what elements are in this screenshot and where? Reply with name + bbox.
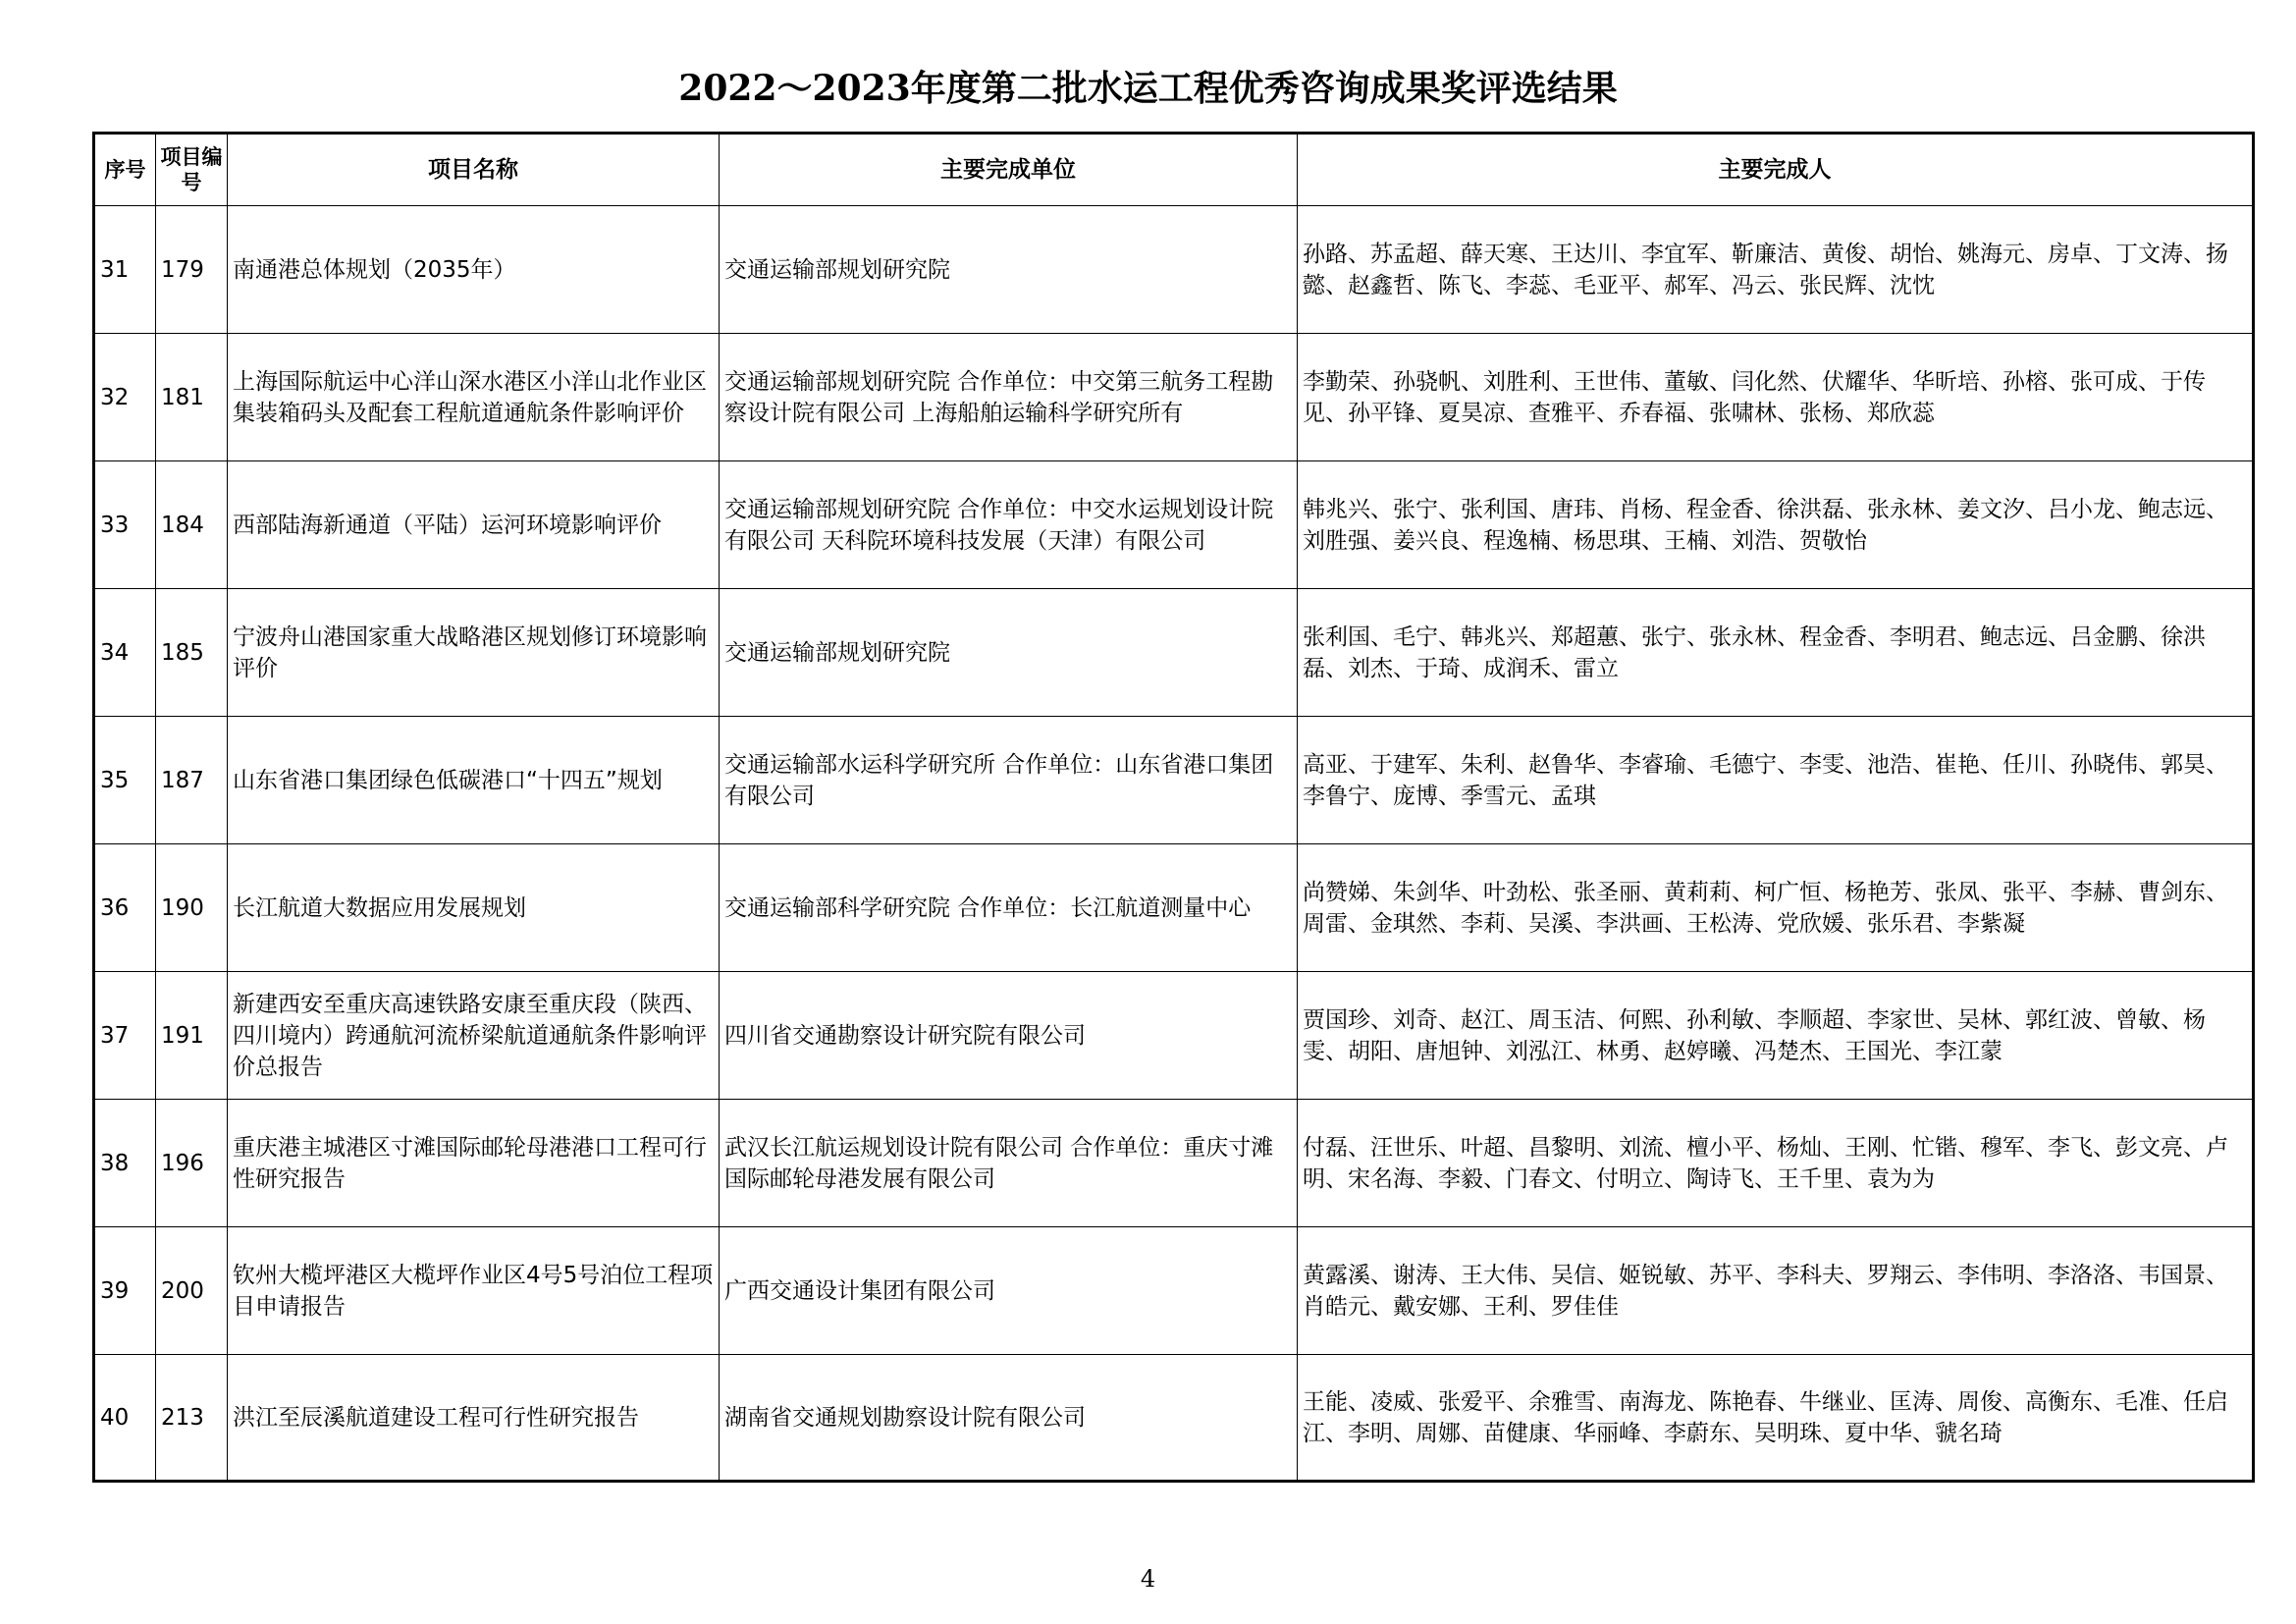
cell-seq: 33 xyxy=(94,461,156,589)
table-row xyxy=(94,589,2254,717)
header-seq: 序号 xyxy=(94,134,156,206)
cell-unit: 交通运输部规划研究院 xyxy=(720,206,1298,334)
table-row xyxy=(94,972,2254,1100)
cell-people: 付磊、汪世乐、叶超、昌黎明、刘流、檀小平、杨灿、王刚、忙锴、穆军、李飞、彭文亮、卢明、宋名海、李毅、门春文、付明立、陶诗飞、王千里、袁为为 xyxy=(1298,1100,2254,1227)
header-main-people: 主要完成人 xyxy=(1298,134,2254,206)
cell-unit: 四川省交通勘察设计研究院有限公司 xyxy=(720,972,1298,1100)
cell-code: 196 xyxy=(156,1100,228,1227)
cell-seq: 39 xyxy=(94,1227,156,1355)
table-row xyxy=(94,1100,2254,1227)
cell-project-name: 重庆港主城港区寸滩国际邮轮母港港口工程可行性研究报告 xyxy=(228,1100,720,1227)
cell-people: 韩兆兴、张宁、张利国、唐玮、肖杨、程金香、徐洪磊、张永林、姜文汐、吕小龙、鲍志远、刘胜强、姜兴良、程逸楠、杨思琪、王楠、刘浩、贺敬怡 xyxy=(1298,461,2254,589)
cell-people: 孙路、苏孟超、薛天寒、王达川、李宜军、靳廉洁、黄俊、胡怡、姚海元、房卓、丁文涛、扬懿、赵鑫哲、陈飞、李蕊、毛亚平、郝军、冯云、张民辉、沈忱 xyxy=(1298,206,2254,334)
cell-seq: 35 xyxy=(94,717,156,844)
header-project-name: 项目名称 xyxy=(228,134,720,206)
cell-project-name: 洪江至辰溪航道建设工程可行性研究报告 xyxy=(228,1355,720,1482)
cell-unit: 湖南省交通规划勘察设计院有限公司 xyxy=(720,1355,1298,1482)
cell-unit: 武汉长江航运规划设计院有限公司 合作单位：重庆寸滩国际邮轮母港发展有限公司 xyxy=(720,1100,1298,1227)
cell-people: 张利国、毛宁、韩兆兴、郑超蕙、张宁、张永林、程金香、李明君、鲍志远、吕金鹏、徐洪磊、刘杰、于琦、成润禾、雷立 xyxy=(1298,589,2254,717)
cell-seq: 31 xyxy=(94,206,156,334)
page-title: 2022～2023年度第二批水运工程优秀咨询成果奖评选结果 xyxy=(678,68,1618,109)
cell-seq: 36 xyxy=(94,844,156,972)
cell-code: 181 xyxy=(156,334,228,461)
cell-people: 王能、凌威、张爱平、余雅雪、南海龙、陈艳春、牛继业、匡涛、周俊、高衡东、毛准、任启江、李明、周娜、苗健康、华丽峰、李蔚东、吴明珠、夏中华、虢名琦 xyxy=(1298,1355,2254,1482)
header-project-code: 项目编号 xyxy=(156,134,228,206)
table-row xyxy=(94,1227,2254,1355)
cell-people: 高亚、于建军、朱利、赵鲁华、李睿瑜、毛德宁、李雯、池浩、崔艳、任川、孙晓伟、郭昊、李鲁宁、庞博、季雪元、孟琪 xyxy=(1298,717,2254,844)
cell-unit: 交通运输部规划研究院 合作单位：中交水运规划设计院有限公司 天科院环境科技发展（天津）有限公司 xyxy=(720,461,1298,589)
header-main-unit: 主要完成单位 xyxy=(720,134,1298,206)
cell-seq: 38 xyxy=(94,1100,156,1227)
table-row xyxy=(94,334,2254,461)
page-number: 4 xyxy=(1140,1565,1156,1593)
cell-people: 尚赞娣、朱剑华、叶劲松、张圣丽、黄莉莉、柯广恒、杨艳芳、张凤、张平、李赫、曹剑东、周雷、金琪然、李莉、吴溪、李洪画、王松涛、党欣媛、张乐君、李紫凝 xyxy=(1298,844,2254,972)
cell-code: 185 xyxy=(156,589,228,717)
cell-seq: 34 xyxy=(94,589,156,717)
cell-code: 213 xyxy=(156,1355,228,1482)
table-row xyxy=(94,1355,2254,1482)
cell-people: 贾国珍、刘奇、赵江、周玉洁、何熙、孙利敏、李顺超、李家世、吴林、郭红波、曾敏、杨雯、胡阳、唐旭钟、刘泓江、林勇、赵婷曦、冯楚杰、王国光、李江蒙 xyxy=(1298,972,2254,1100)
table-row xyxy=(94,206,2254,334)
cell-unit: 广西交通设计集团有限公司 xyxy=(720,1227,1298,1355)
cell-project-name: 南通港总体规划（2035年） xyxy=(228,206,720,334)
cell-people: 黄露溪、谢涛、王大伟、吴信、姬锐敏、苏平、李科夫、罗翔云、李伟明、李洛洛、韦国景、肖皓元、戴安娜、王利、罗佳佳 xyxy=(1298,1227,2254,1355)
cell-project-name: 上海国际航运中心洋山深水港区小洋山北作业区集装箱码头及配套工程航道通航条件影响评价 xyxy=(228,334,720,461)
cell-seq: 37 xyxy=(94,972,156,1100)
cell-seq: 40 xyxy=(94,1355,156,1482)
cell-project-name: 山东省港口集团绿色低碳港口“十四五”规划 xyxy=(228,717,720,844)
cell-project-name: 新建西安至重庆高速铁路安康至重庆段（陕西、四川境内）跨通航河流桥梁航道通航条件影响评价总报告 xyxy=(228,972,720,1100)
cell-seq: 32 xyxy=(94,334,156,461)
table-row xyxy=(94,844,2254,972)
cell-code: 191 xyxy=(156,972,228,1100)
cell-project-name: 西部陆海新通道（平陆）运河环境影响评价 xyxy=(228,461,720,589)
cell-unit: 交通运输部科学研究院 合作单位：长江航道测量中心 xyxy=(720,844,1298,972)
cell-unit: 交通运输部规划研究院 xyxy=(720,589,1298,717)
cell-people: 李勤荣、孙骁帆、刘胜利、王世伟、董敏、闫化然、伏耀华、华昕培、孙榕、张可成、于传见、孙平锋、夏昊凉、查雅平、乔春福、张啸林、张杨、郑欣蕊 xyxy=(1298,334,2254,461)
table-header-row xyxy=(94,134,2254,206)
cell-code: 184 xyxy=(156,461,228,589)
cell-code: 200 xyxy=(156,1227,228,1355)
results-table xyxy=(92,132,2255,1483)
cell-code: 179 xyxy=(156,206,228,334)
cell-code: 190 xyxy=(156,844,228,972)
cell-unit: 交通运输部水运科学研究所 合作单位：山东省港口集团有限公司 xyxy=(720,717,1298,844)
table-row xyxy=(94,717,2254,844)
cell-project-name: 长江航道大数据应用发展规划 xyxy=(228,844,720,972)
cell-project-name: 钦州大榄坪港区大榄坪作业区4号5号泊位工程项目申请报告 xyxy=(228,1227,720,1355)
cell-project-name: 宁波舟山港国家重大战略港区规划修订环境影响评价 xyxy=(228,589,720,717)
cell-code: 187 xyxy=(156,717,228,844)
table-row xyxy=(94,461,2254,589)
cell-unit: 交通运输部规划研究院 合作单位：中交第三航务工程勘察设计院有限公司 上海船舶运输科学研究所有 xyxy=(720,334,1298,461)
